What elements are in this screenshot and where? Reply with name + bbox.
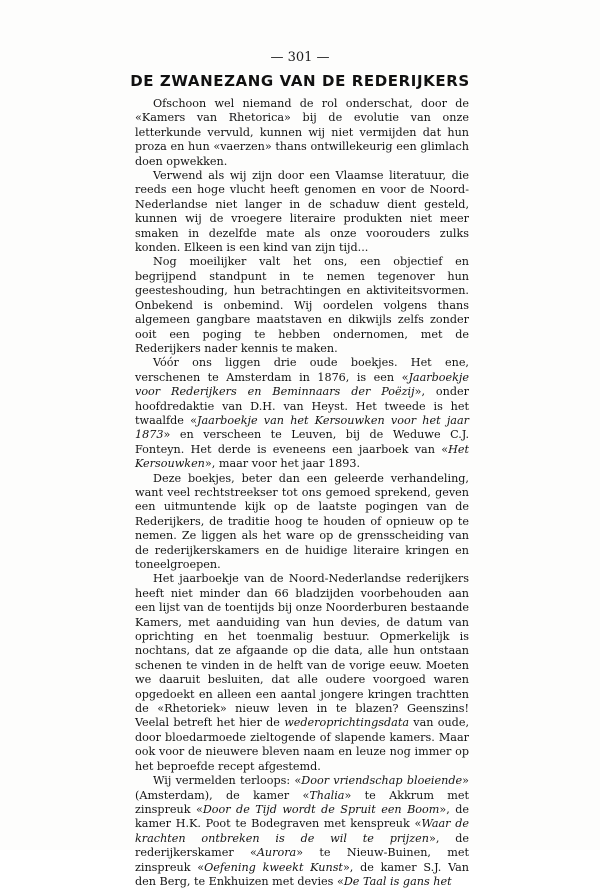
paragraph [135, 774, 469, 889]
text-run: », de rederijkerskamer « [135, 831, 469, 860]
body-text [135, 97, 469, 889]
italic-text: Door vriendschap bloeiende [301, 774, 463, 788]
text-run: », de kamer S.J. Van den Berg, te Enkhuizen met devies « [135, 860, 470, 888]
text-run: », onder hoofdredaktie van D.H. van Heyst. Het tweede is het twaalfde « [135, 385, 469, 427]
italic-text: wederoprichtingsdata [284, 716, 409, 730]
italic-text: Jaarboekje voor Rederijkers en Beminnaars der Poëzij [135, 370, 469, 399]
paragraph [135, 169, 469, 255]
paragraph [135, 472, 469, 573]
italic-text: Het Kersouwken [135, 442, 469, 471]
text-run: », maar voor het jaar 1893. [204, 457, 361, 471]
italic-text: Door de Tijd wordt de Spruit een Boom [202, 802, 440, 816]
page-number: — 301 — [270, 50, 330, 65]
text-run: » te Nieuw-Buinen, met zinspreuk « [135, 846, 469, 874]
italic-text: De Taal is gans het [343, 874, 452, 888]
text-run: Ofschoon wel niemand de rol onderschat, door de «Kamers van Rhetorica» bij de evolutie van onze letterkunde vervuld, kunnen wij niet vermijden dat hun proza en hun «vaerzen» thans ontwillekeurig een glimlach doen opwekken. [135, 97, 469, 168]
text-run: Verwend als wij zijn door een Vlaamse literatuur, die reeds een hoge vlucht heeft genomen en voor de Noord-Nederlandse niet langer in de schaduw dient gesteld, kunnen wij de vroegere literaire produkten niet meer smaken in dezelfde mate als onze voorouders zulks konden. Elkeen is een kind van zijn tijd... [135, 169, 469, 255]
text-run: » (Amsterdam), de kamer « [135, 774, 469, 802]
text-run: Deze boekjes, beter dan een geleerde verhandeling, want veel rechtstreekser tot ons gemoed sprekend, geven een uitmuntende kijk op de laatste pogingen van de Rederijkers, de traditie hoog te houden of opnieuw op te nemen. Ze liggen als het ware op de grensscheiding van de rederijkerskamers en de huidige literaire kringen en toneelgroepen. [135, 471, 469, 571]
italic-text: Thalia [309, 788, 345, 802]
paragraph [135, 572, 469, 774]
paragraph [135, 255, 469, 356]
text-run: Vóór ons liggen drie oude boekjes. Het ene, verschenen te Amsterdam in 1876, is een « [135, 356, 469, 384]
italic-text: Aurora [256, 846, 297, 860]
italic-text: Waar de krachten ontbreken is de wil te prijzen [135, 817, 469, 845]
paragraph [135, 356, 469, 471]
paragraph [135, 97, 469, 169]
text-run: » en verscheen te Leuven, bij de Weduwe C.J. Fonteyn. Het derde is eveneens een jaarboek van « [135, 428, 469, 456]
italic-text: Oefening kweekt Kunst [204, 860, 343, 874]
text-run: Het jaarboekje van de Noord-Nederlandse rederijkers heeft niet minder dan 66 bladzijden voorbehouden aan een lijst van de toentijds bij onze Noorderburen bestaande Kamers, met aanduiding van hun devies, de datum van oprichting en het toenmalig bestuur. Opmerkelijk is nochtans, dat ze afgaande op die data, alle hun ontstaan schenen te vinden in de helft van de vorige eeuw. Moeten we daaruit besluiten, dat alle oudere voorgoed waren opgedoekt en alleen een aantal jongere kringen trachtten de «Rhetoriek» nieuw leven in te blazen? Geenszins! Veelal betreft het hier de [135, 572, 469, 730]
text-run: van oude, door bloedarmoede zieltogende of slapende kamers. Maar ook voor de nieuwere bleven naam en leuze nog immer op het beproefde recept afgestemd. [135, 716, 470, 773]
page-title: DE ZWANEZANG VAN DE REDERIJKERS [130, 72, 470, 90]
text-run: Wij vermelden terloops: « [153, 774, 302, 788]
text-run: Nog moeilijker valt het ons, een objectief en begrijpend standpunt in te nemen tegenover hun geesteshouding, hun betrachtingen en aktiviteitsvormen. Onbekend is onbemind. Wij oordelen volgens thans algemeen gangbare maatstaven en dikwijls zelfs zonder ooit een poging te hebben ondernomen, met de Rederijkers nader kennis te maken. [135, 255, 469, 355]
text-run: », de kamer H.K. Poot te Bodegraven met kenspreuk « [135, 802, 469, 831]
italic-text: Jaarboekje van het Kersouwken voor het jaar 1873 [135, 413, 469, 442]
text-run: » te Akkrum met zinspreuk « [135, 788, 469, 816]
